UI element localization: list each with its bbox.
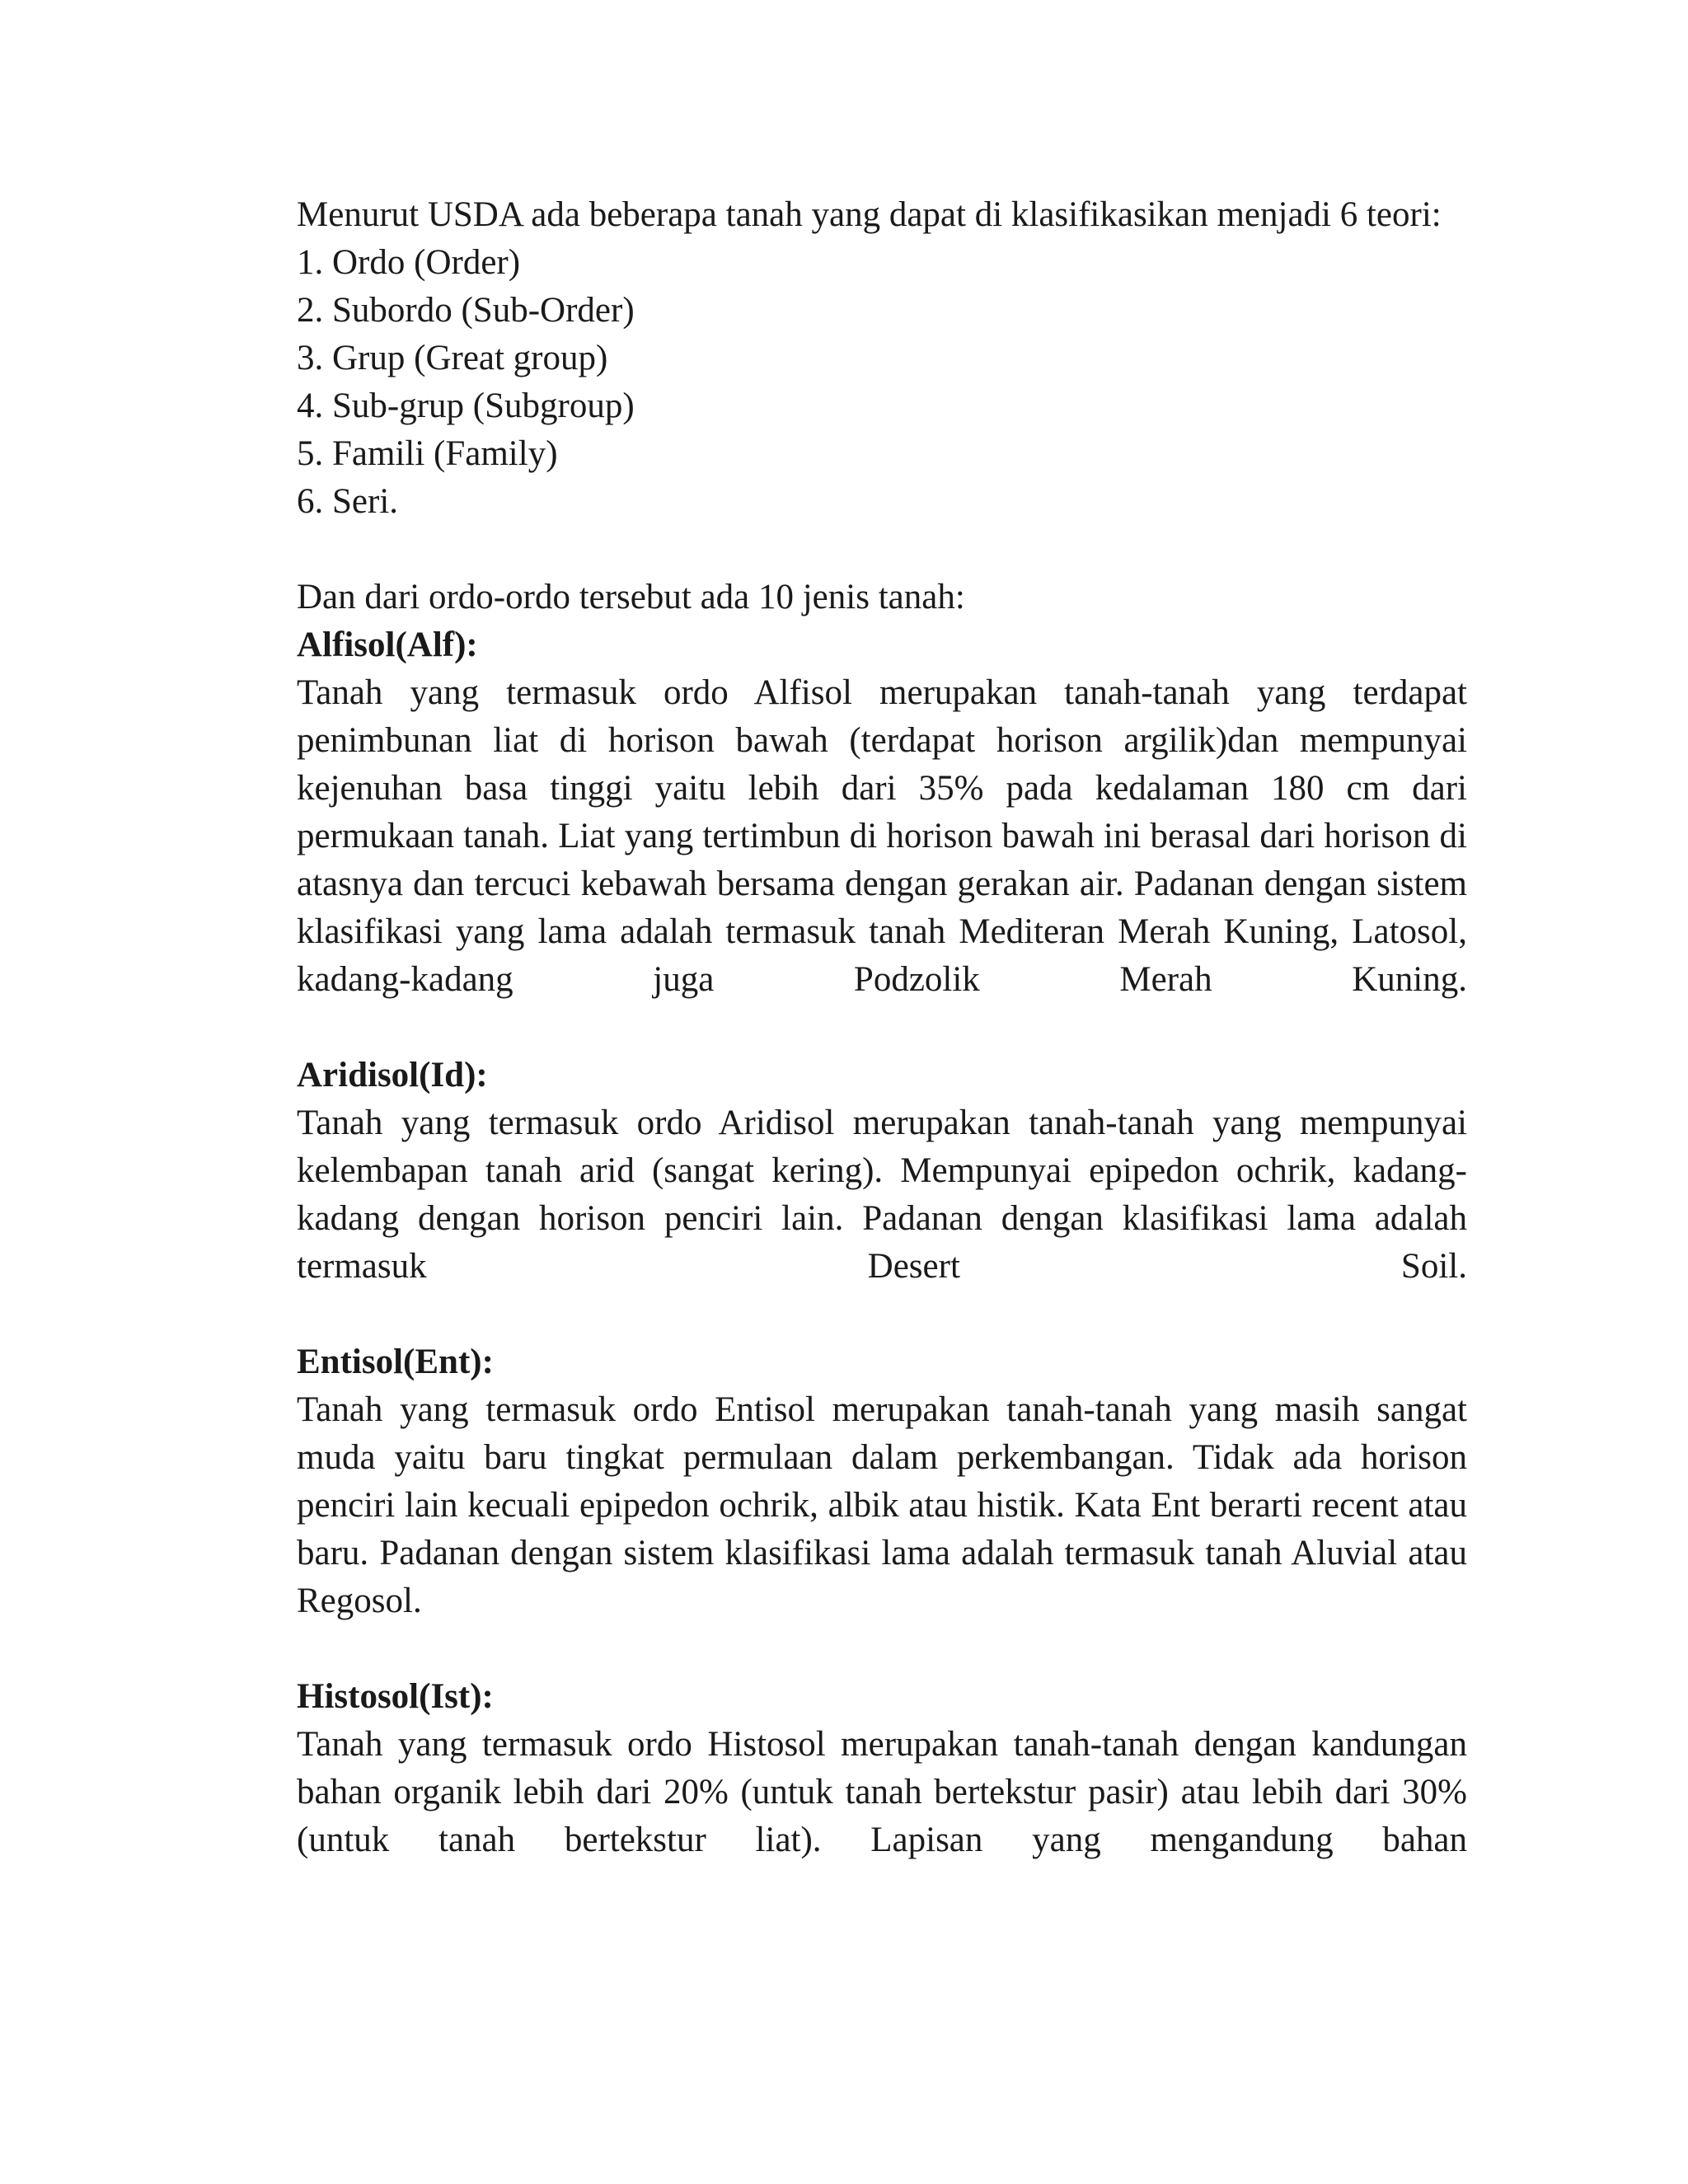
section-heading: Entisol(Ent):	[297, 1343, 494, 1381]
list-item: 4. Sub-grup (Subgroup)	[297, 387, 635, 425]
list-item: 2. Subordo (Sub-Order)	[297, 291, 635, 330]
section-body: Tanah yang termasuk ordo Aridisol merupakan tanah-tanah yang mempunyai kelembapan tanah arid (sangat kering). Mempunyai epipedon ochrik, kadang-kadang dengan horison penciri lain. Padanan dengan klasifikasi lama adalah termasuk Desert Soil.	[297, 1104, 1467, 1286]
lead-sentence: Dan dari ordo-ordo tersebut ada 10 jenis tanah:	[297, 578, 965, 616]
section-body: Tanah yang termasuk ordo Histosol merupakan tanah-tanah dengan kandungan bahan organik lebih dari 20% (untuk tanah bertekstur pasir) atau lebih dari 30% (untuk tanah bertekstur liat). Lapisan yang mengandung bahan	[297, 1725, 1467, 1859]
page-content	[297, 191, 1467, 1864]
section-heading: Histosol(Ist):	[297, 1677, 494, 1716]
list-item: 6. Seri.	[297, 482, 399, 521]
section-heading: Alfisol(Alf):	[297, 626, 478, 664]
section-alfisol	[297, 621, 1467, 1004]
list-item: 1. Ordo (Order)	[297, 243, 521, 282]
spacer	[297, 1291, 1467, 1338]
spacer	[297, 526, 1467, 574]
section-body: Tanah yang termasuk ordo Entisol merupakan tanah-tanah yang masih sangat muda yaitu baru tingkat permulaan dalam perkembangan. Tidak ada horison penciri lain kecuali epipedon ochrik, albik atau histik. Kata Ent berarti recent atau baru. Padanan dengan sistem klasifikasi lama adalah termasuk tanah Aluvial atau Regosol.	[297, 1390, 1467, 1620]
section-aridisol	[297, 1052, 1467, 1291]
section-entisol	[297, 1338, 1467, 1625]
spacer	[297, 1004, 1467, 1052]
intro-paragraph: Menurut USDA ada beberapa tanah yang dapat di klasifikasikan menjadi 6 teori:	[297, 195, 1442, 234]
section-histosol	[297, 1673, 1467, 1864]
section-heading: Aridisol(Id):	[297, 1056, 488, 1094]
list-item: 3. Grup (Great group)	[297, 339, 608, 377]
classification-list	[297, 239, 1467, 526]
section-body: Tanah yang termasuk ordo Alfisol merupakan tanah-tanah yang terdapat penimbunan liat di horison bawah (terdapat horison argilik)dan mempunyai kejenuhan basa tinggi yaitu lebih dari 35% pada kedalaman 180 cm dari permukaan tanah. Liat yang tertimbun di horison bawah ini berasal dari horison di atasnya dan tercuci kebawah bersama dengan gerakan air. Padanan dengan sistem klasifikasi yang lama adalah termasuk tanah Mediteran Merah Kuning, Latosol, kadang-kadang juga Podzolik Merah Kuning.	[297, 673, 1467, 999]
list-item: 5. Famili (Family)	[297, 434, 558, 473]
spacer	[297, 1625, 1467, 1673]
